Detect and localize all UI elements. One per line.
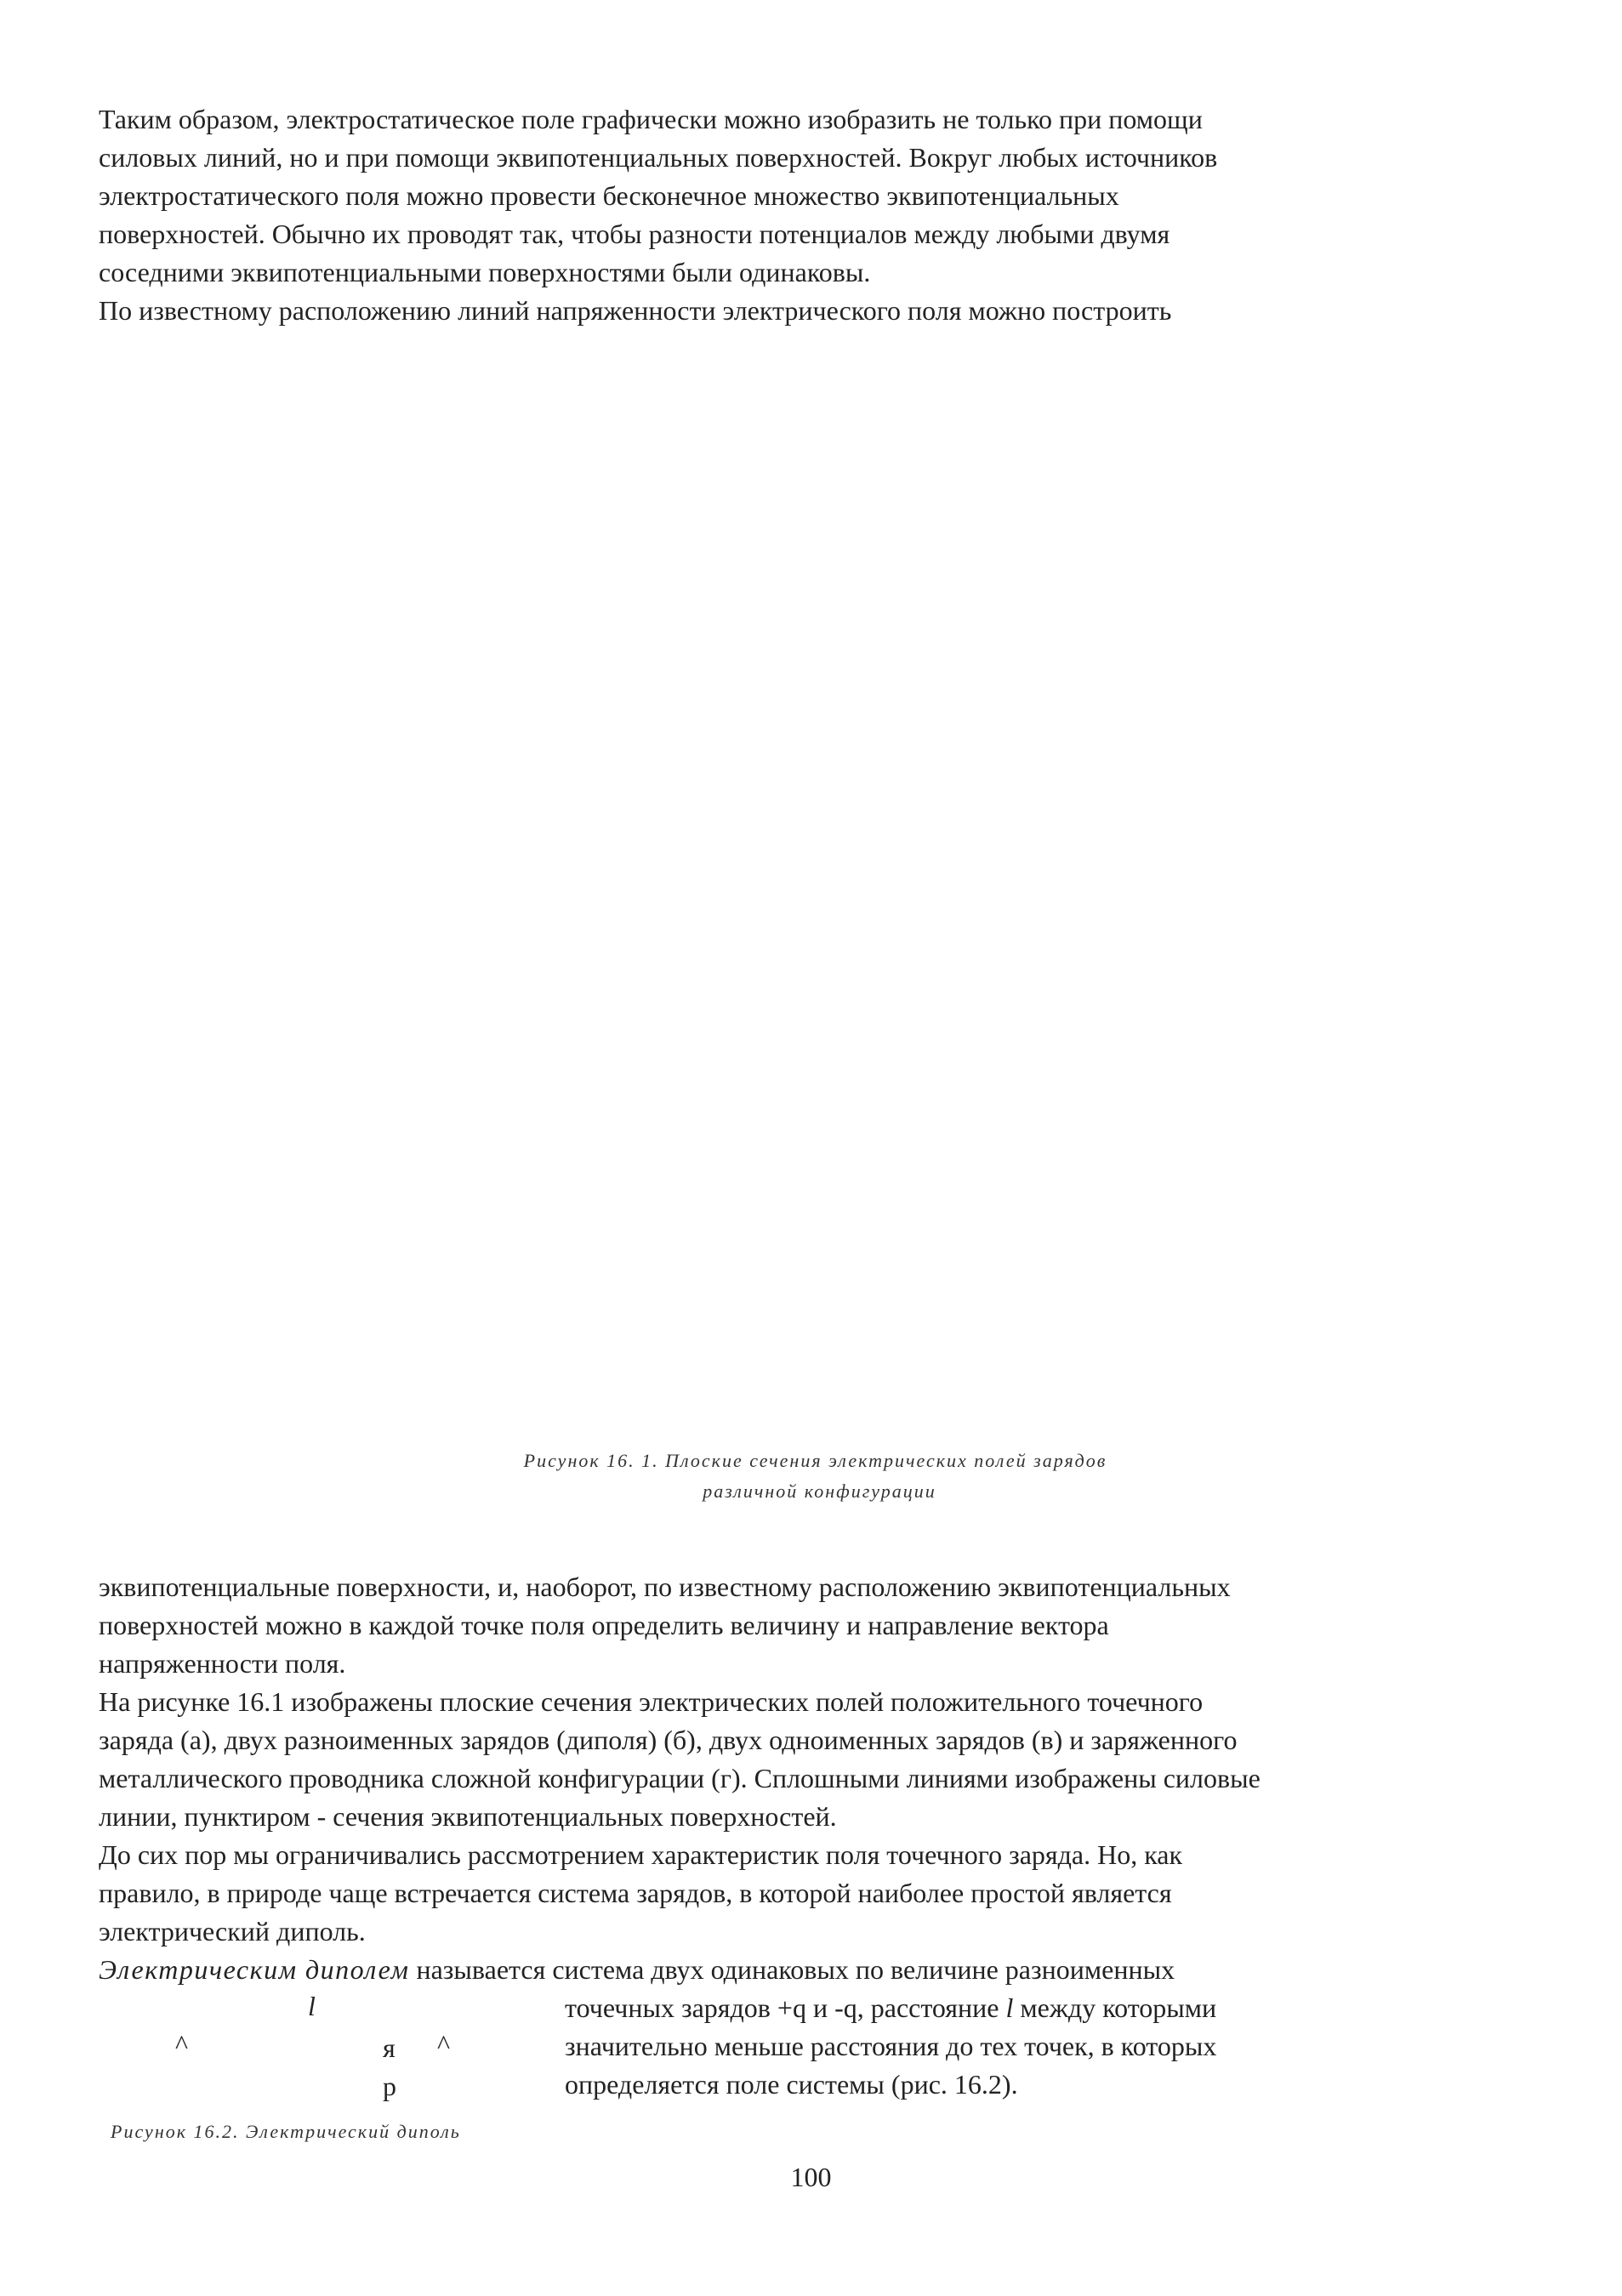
text-line: [99, 1951, 1528, 1989]
text-line: значительно меньше расстояния до тех точек, в которых: [565, 2031, 1217, 2061]
figure-label-caret: ^: [175, 2029, 189, 2060]
text-line: Таким образом, электростатическое поле графически можно изобразить не только при помощи: [99, 104, 1203, 134]
caption-line: Рисунок 16. 1. Плоские сечения электрических полей зарядов: [523, 1450, 1107, 1471]
text-line: соседними эквипотенциальными поверхностями были одинаковы.: [99, 257, 871, 287]
figure-label-r: р: [383, 2071, 396, 2101]
text-line: металлического проводника сложной конфигурации (г). Сплошными линиями изображены силовые: [99, 1763, 1261, 1793]
figure-label-l: l: [308, 1991, 316, 2021]
text-line: электростатического поля можно провести бесконечное множество эквипотенциальных: [99, 180, 1119, 211]
page-number: 100: [790, 2162, 832, 2192]
text-line: правило, в природе чаще встречается система зарядов, в которой наиболее простой является: [99, 1878, 1172, 1908]
figure-label-ya: я: [383, 2032, 396, 2063]
text-line: электрический диполь.: [99, 1916, 366, 1946]
text-line: точечных зарядов +q и -q, расстояние l между которыми: [565, 1992, 1217, 2023]
text-line: напряженности поля.: [99, 1648, 346, 1679]
caption-line: различной конфигурации: [703, 1480, 936, 1502]
figure-16-1-placeholder: [99, 340, 1528, 1446]
text-line: заряда (а), двух разноименных зарядов (диполя) (б), двух одноименных зарядов (в) и заряженного: [99, 1725, 1238, 1755]
definition-text: называется система двух одинаковых по величине разноименных: [409, 1954, 1175, 1985]
text-line: По известному расположению линий напряженности электрического поля можно построить: [99, 295, 1172, 326]
text-line: До сих пор мы ограничивались рассмотрением характеристик поля точечного заряда. Но, как: [99, 1839, 1183, 1870]
paragraph-equipotential-intro: [99, 100, 1528, 330]
figure-16-1-caption: [0, 1446, 1622, 1507]
figure-label-caret: ^: [437, 2029, 451, 2060]
text-line: силовых линий, но и при помощи эквипотенциальных поверхностей. Вокруг любых источников: [99, 142, 1218, 173]
distance-symbol: l: [1005, 1992, 1014, 2023]
figure-16-2-caption: Рисунок 16.2. Электрический диполь: [111, 2121, 461, 2142]
text-line: поверхностей можно в каждой точке поля определить величину и направление вектора: [99, 1610, 1109, 1640]
paragraph-construction: [99, 1568, 1528, 1989]
text-line: поверхностей. Обычно их проводят так, чтобы разности потенциалов между любыми двумя: [99, 219, 1170, 249]
text-line: определяется поле системы (рис. 16.2).: [565, 2069, 1018, 2100]
term-electric-dipole: Электрическим диполем: [99, 1954, 410, 1985]
text-line: линии, пунктиром - сечения эквипотенциальных поверхностей.: [99, 1801, 837, 1832]
text-line: На рисунке 16.1 изображены плоские сечения электрических полей положительного точечного: [99, 1686, 1204, 1717]
text-line: эквипотенциальные поверхности, и, наоборот, по известному расположению эквипотенциальных: [99, 1571, 1231, 1602]
